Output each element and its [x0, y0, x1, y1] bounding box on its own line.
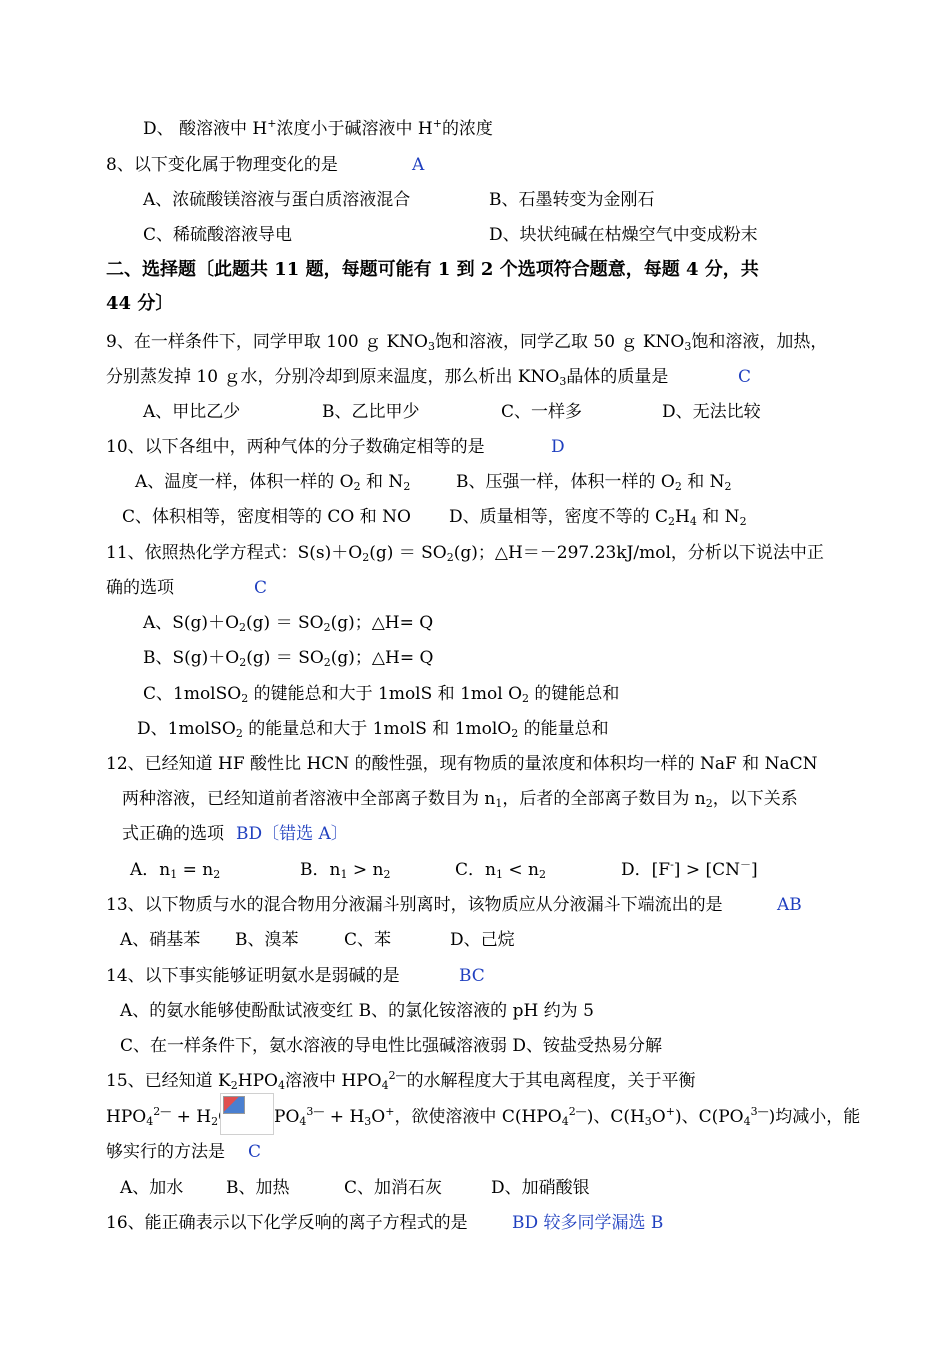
q12-option-d: D．[F-] > [CN－]	[621, 858, 758, 880]
q10-option-c: C、体积相等，密度相等的 CO 和 NO	[122, 507, 411, 527]
q7-option-d: D、 酸溶液中 H+浓度小于碱溶液中 H+的浓度	[143, 117, 493, 139]
q11-option-d: D、1molSO$_2$ 的能量总和大于 1molS 和 1molO$_2$ 的能量总和	[137, 719, 609, 740]
q8-option-d: D、块状纯碱在枯燥空气中变成粉末	[489, 225, 758, 245]
q13-option-d: D、己烷	[450, 930, 515, 950]
q12-answer: BD〔错选 A〕	[236, 824, 348, 844]
q15-option-a: A、加水	[120, 1178, 184, 1198]
q10-option-a: A、温度一样，体积一样的 $O_2$ 和 $N_2$	[135, 472, 411, 493]
q9-option-c: C、一样多	[501, 402, 583, 422]
q15-option-c: C、加消石灰	[344, 1178, 443, 1198]
q11-option-b: B、$S(g)+O_2(g) = SO_2(g)$；△H= Q	[143, 648, 434, 669]
q13-option-c: C、苯	[344, 930, 392, 950]
q12-option-c: C．$n_1 < n_2$	[455, 860, 546, 881]
q15-stem-line1: 15、已经知道 $K_2HPO_4$溶液中 $HPO_4^{2—}$的水解程度大于其电离程度，关于平衡	[106, 1069, 696, 1092]
q8-option-c: C、稀硫酸溶液导电	[143, 225, 293, 245]
q14-options-line1: A、的氨水能够使酚酞试液变红 B、的氯化铵溶液的 pH 约为 5	[120, 1001, 594, 1021]
q11-stem-line1: 11、依照热化学方程式：$S(s)+O_2(g) = SO_2(g)$；△H＝－297.23kJ/mol，分析以下说法中正	[106, 543, 824, 564]
q12-stem-line1: 12、已经知道 HF 酸性比 HCN 的酸性强，现有物质的量浓度和体积均一样的 NaF 和 NaCN	[106, 754, 818, 774]
q12-stem-line2: 两种溶液，已经知道前者溶液中全部离子数目为 $n_1$，后者的全部离子数目为 $n_2$，以下关系	[122, 789, 798, 810]
q9-option-b: B、乙比甲少	[322, 402, 420, 422]
q16-stem: 16、能正确表示以下化学反响的离子方程式的是	[106, 1213, 468, 1233]
q10-answer: D	[551, 437, 565, 457]
q13-option-b: B、溴苯	[235, 930, 299, 950]
q8-option-a: A、浓硫酸镁溶液与蛋白质溶液混合	[143, 190, 411, 210]
q15-option-b: B、加热	[226, 1178, 290, 1198]
q9-answer: C	[738, 367, 752, 387]
q14-answer: BC	[459, 966, 485, 986]
section-heading: 二、选择题〔此题共 11 题，每题可能有 1 到 2 个选项符合题意，每题 4 分，共	[106, 259, 759, 280]
q14-options-line2: C、在一样条件下，氨水溶液的导电性比强碱溶液弱 D、铵盐受热易分解	[120, 1036, 663, 1056]
q13-answer: AB	[777, 895, 802, 915]
q9-stem-line2: 分别蒸发掉 10 ｇ水，分别冷却到原来温度，那么析出 $KNO_3$晶体的质量是	[106, 367, 669, 388]
q12-option-b: B．$n_1 > n_2$	[300, 860, 391, 881]
q10-option-b: B、压强一样，体积一样的 $O_2$ 和 $N_2$	[456, 472, 732, 493]
q15-answer: C	[248, 1142, 262, 1162]
equilibrium-arrow-image	[220, 1093, 274, 1135]
q9-option-d: D、无法比较	[662, 402, 761, 422]
q9-option-a: A、甲比乙少	[143, 402, 241, 422]
q11-answer: C	[254, 578, 268, 598]
q12-stem-line3: 式正确的选项	[122, 824, 224, 844]
q16-answer: BD 较多同学漏选 B	[512, 1213, 664, 1233]
q8-option-b: B、石墨转变为金刚石	[489, 190, 655, 210]
q15-option-d: D、加硝酸银	[491, 1178, 590, 1198]
q14-stem: 14、以下事实能够证明氨水是弱碱的是	[106, 966, 400, 986]
q15-stem-line2-left: $HPO_4^{2—} + H_2$	[106, 1105, 219, 1128]
q12-option-a: A．$n_1 = n_2$	[130, 860, 221, 881]
q11-option-c: C、1molSO$_2$ 的键能总和大于 1molS 和 1mol $O_2$ 的键能总和	[143, 684, 620, 705]
q8-answer: A	[412, 155, 425, 175]
q8-stem: 8、以下变化属于物理变化的是	[106, 155, 338, 175]
q11-stem-line2: 确的选项	[106, 578, 174, 598]
q15-stem-line3: 够实行的方法是	[106, 1142, 225, 1162]
image-icon	[223, 1096, 245, 1114]
q10-stem: 10、以下各组中，两种气体的分子数确定相等的是	[106, 437, 485, 457]
q15-stem-line2-right: $PO_4^{3—} + H_3O^+$，欲使溶液中 $C(HPO_4^{2—})$、$C(H_3O^+)$、$C(PO_4^{3—})$均减小，能	[274, 1105, 861, 1128]
q9-stem-line1: 9、在一样条件下，同学甲取 100 ｇ $KNO_3$饱和溶液，同学乙取 50 ｇ $KNO_3$饱和溶液，加热，	[106, 332, 828, 353]
q10-option-d: D、质量相等，密度不等的 $C_2H_4$ 和 $N_2$	[449, 507, 747, 528]
q13-option-a: A、硝基苯	[120, 930, 201, 950]
section-heading-cont: 44 分〕	[106, 293, 174, 314]
q11-option-a: A、$S(g)+O_2(g) = SO_2(g)$；△H= Q	[143, 613, 434, 634]
q13-stem: 13、以下物质与水的混合物用分液漏斗别离时，该物质应从分液漏斗下端流出的是	[106, 895, 723, 915]
